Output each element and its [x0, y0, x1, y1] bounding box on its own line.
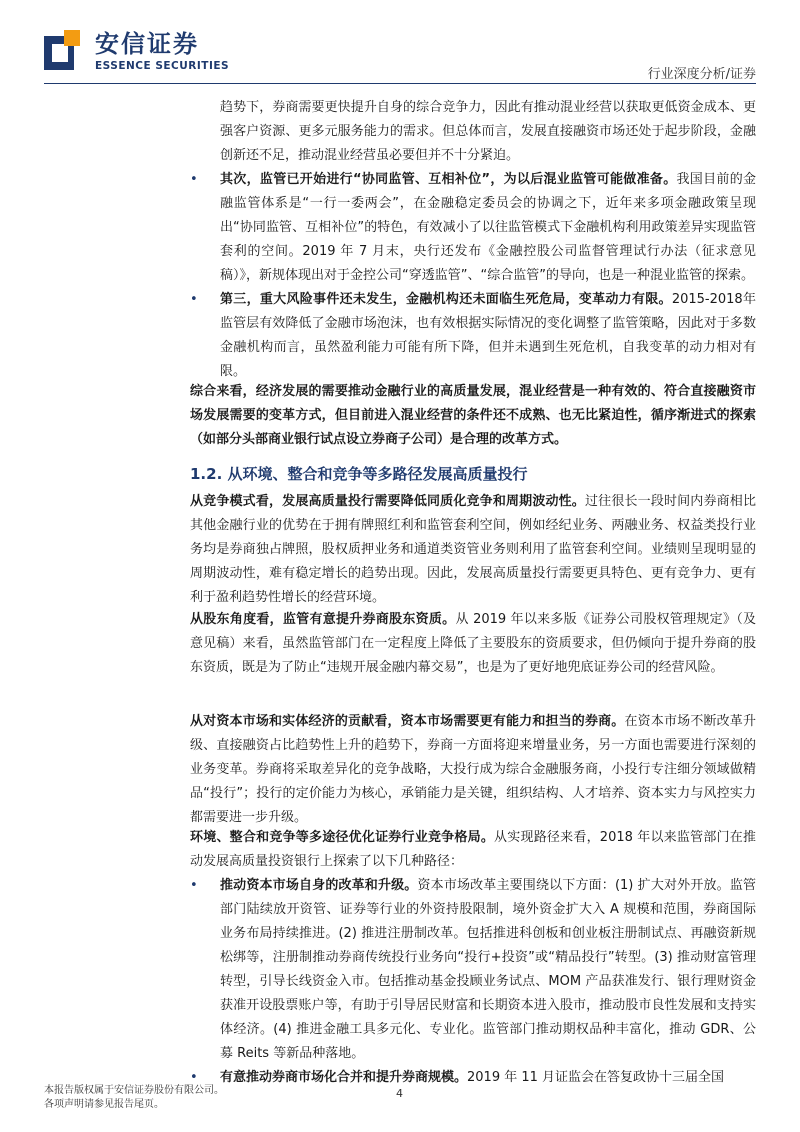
- list-item-text: 2015-2018年监管层有效降低了金融市场泡沫，也有效根据实际情况的变化调整了监管策略，因此对于多数金融机构而言，虽然盈利能力可能有所下降，但并未遇到生死危机，自我变革的动力相对有限。: [220, 292, 756, 379]
- footer-disclaimer: 各项声明请参见报告尾页。: [44, 1099, 164, 1110]
- list-item-text: 2019 年 11 月证监会在答复政协十三届全国: [467, 1070, 725, 1085]
- list-item: [190, 168, 756, 288]
- summary-paragraph: [190, 380, 756, 452]
- paragraph-lead: 环境、整合和竞争等多途径优化证券行业竞争格局。: [190, 830, 495, 845]
- list-item-lead: 其次，监管已开始进行“协同监管、互相补位”，为以后混业监管可能做准备。: [220, 172, 677, 187]
- summary-text: 综合来看，经济发展的需要推动金融行业的高质量发展，混业经营是一种有效的、符合直接融资市场发展需要的变革方式，但目前进入混业经营的条件还不成熟、也无比紧迫性，循序渐进式的探索（如部分头部商业银行试点设立券商子公司）是合理的改革方式。: [190, 384, 756, 447]
- bullet-list-a: [190, 168, 756, 384]
- paragraph-text: 过往很长一段时间内券商相比其他金融行业的优势在于拥有牌照红利和监管套利空间，例如经纪业务、两融业务、权益类投行业务均是券商独占牌照，股权质押业务和通道类资管业务则利用了监管套利空间。业绩则呈现明显的周期波动性，难有稳定增长的趋势出现。因此，发展高质量投行需要更具特色、更有竞争力、更有利于盈利趋势性增长的经营环境。: [190, 494, 756, 605]
- list-item-text: 资本市场改革主要围绕以下方面：(1) 扩大对外开放。监管部门陆续放开资管、证券等行业的外资持股限制，境外资金扩大入 A 规模和范围，券商国际业务布局持续推进。(2) 推进注册制改革。包括推进科创板和创业板注册制试点、再融资新规松绑等，注册制推动券商传统投行业务向“投行+投资”或“精品投行”转型。(3) 推动财富管理转型，引导长线资金入市。包括推动基金投顾业务试点、MOM 产品获准发行、银行理财资金获准开设股票账户等，有助于引导居民财富和长期资本进入股市，推动股市良性发展和支持实体经济。(4) 推进金融工具多元化、专业化。监管部门推动期权品种丰富化，推动 GDR、公募 Reits 等新品种落地。: [220, 878, 756, 1061]
- brand-logo-icon: [44, 30, 86, 72]
- bullet-icon: •: [190, 172, 198, 187]
- list-item-text: 我国目前的金融监管体系是“一行一委两会”，在金融稳定委员会的协调之下，近年来多项金融政策呈现出“协同监管、互相补位”的特色，有效减小了以往监管模式下金融机构利用政策差异实现监管套利的空间。2019 年 7 月末，央行还发布《金融控股公司监督管理试行办法（征求意见稿）》，新规体现出对于金控公司“穿透监管”、“综合监管”的导向，也是一种混业监管的探索。: [220, 172, 756, 283]
- brand: [95, 30, 229, 72]
- page-number: 4: [396, 1087, 403, 1100]
- paragraph-lead: 从对资本市场和实体经济的贡献看，资本市场需要更有能力和担当的券商。: [190, 714, 625, 729]
- list-item: [190, 288, 756, 384]
- footer: [44, 1084, 224, 1112]
- paragraph: [190, 710, 756, 830]
- paragraph-text: 从 2019 年以来多版《证券公司股权管理规定》（及意见稿）来看，虽然监管部门在一定程度上降低了主要股东的资质要求，但仍倾向于提升券商的股东资质，既是为了防止“违规开展金融内幕交易”，也是为了更好地兜底证券公司的经营风险。: [190, 612, 756, 675]
- bullet-icon: •: [190, 292, 198, 307]
- paragraph-lead: 从竞争模式看，发展高质量投行需要降低同质化竞争和周期波动性。: [190, 494, 585, 509]
- list-item: [190, 874, 756, 1066]
- paragraph: [190, 826, 756, 874]
- section-title: 1.2. 从环境、整合和竞争等多路径发展高质量投行: [190, 465, 528, 483]
- list-item-lead: 第三，重大风险事件还未发生，金融机构还未面临生死危局，变革动力有限。: [220, 292, 672, 307]
- paragraph-text: 从实现路径来看，2018 年以来监管部门在推动发展高质量投资银行上探索了以下几种路径：: [190, 830, 756, 869]
- report-type: 行业深度分析/证券: [647, 67, 756, 82]
- continuation-paragraph: 趋势下，券商需要更快提升自身的综合竞争力，因此有推动混业经营以获取更低资金成本、更强客户资源、更多元服务能力的需求。但总体而言，发展直接融资市场还处于起步阶段，金融创新还不足，推动混业经营虽必要但并不十分紧迫。: [220, 100, 756, 163]
- paragraph-lead: 从股东角度看，监管有意提升券商股东资质。: [190, 612, 456, 627]
- paragraph-text: 在资本市场不断改革升级、直接融资占比趋势性上升的趋势下，券商一方面将迎来增量业务，另一方面也需要进行深刻的业务变革。券商将采取差异化的竞争战略，大投行成为综合金融服务商，小投行专注细分领域做精品“投行”；投行的定价能力为核心，承销能力是关键，组织结构、人才培养、资本实力与风控实力都需要进一步升级。: [190, 714, 756, 825]
- list-item-lead: 有意推动券商市场化合并和提升券商规模。: [220, 1070, 468, 1085]
- brand-name-cn: 安信证券: [95, 30, 199, 58]
- list-item: [190, 1066, 756, 1090]
- header-divider: [44, 83, 756, 84]
- brand-name-en: ESSENCE SECURITIES: [95, 60, 230, 72]
- bullet-icon: •: [190, 878, 198, 893]
- bullet-list-b: [190, 874, 756, 1090]
- footer-copyright: 本报告版权属于安信证券股份有限公司。: [44, 1085, 224, 1096]
- paragraph: [190, 490, 756, 610]
- page-header: [0, 0, 800, 90]
- bullet-icon: •: [190, 1070, 198, 1085]
- list-item-lead: 推动资本市场自身的改革和升级。: [220, 878, 418, 893]
- paragraph: [190, 608, 756, 680]
